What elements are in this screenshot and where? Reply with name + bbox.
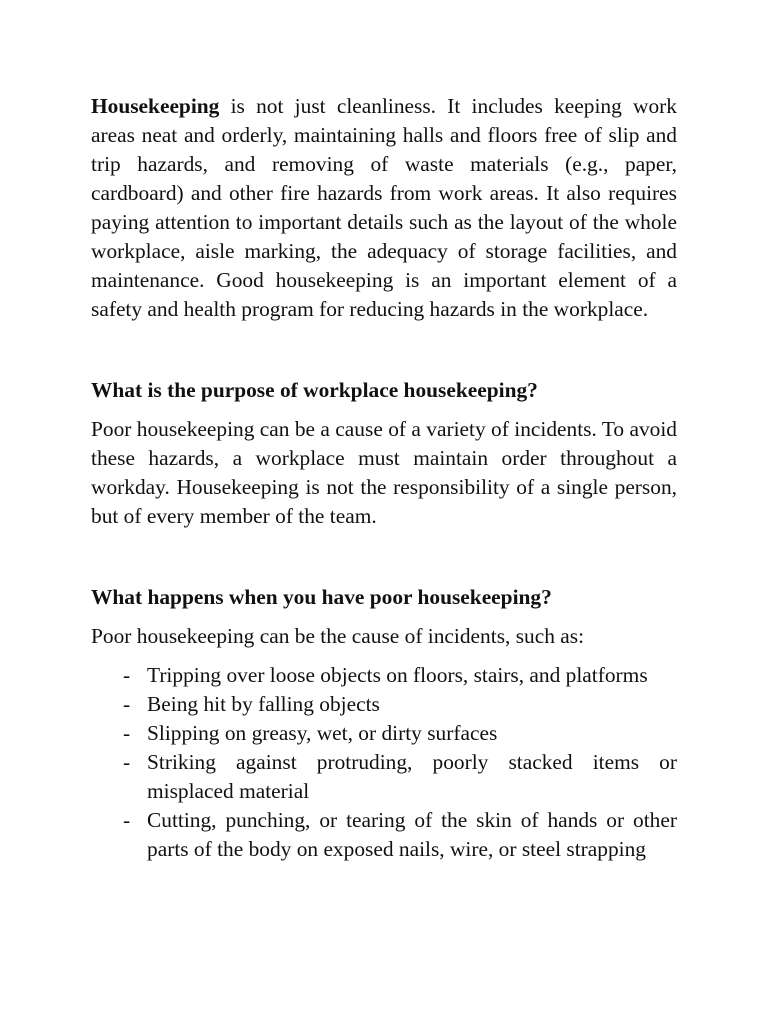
list-bullet: -: [123, 808, 131, 832]
section-heading-purpose: What is the purpose of workplace housekeeping?: [91, 378, 538, 402]
list-item-text: Tripping over loose objects on floors, stairs, and platforms: [147, 663, 648, 687]
intro-paragraph: [91, 92, 677, 324]
intro-text: is not just cleanliness. It includes keeping work areas neat and orderly, maintaining halls and floors free of slip and trip hazards, and removing of waste materials (e.g., paper, cardboard) and other fire hazards from work areas. It also requires paying attention to important details such as the layout of the whole workplace, aisle marking, the adequacy of storage facilities, and maintenance. Good housekeeping is an important element of a safety and health program for reducing hazards in the workplace.: [91, 94, 677, 321]
list-bullet: -: [123, 692, 131, 716]
list-bullet: -: [123, 721, 131, 745]
incident-list: [91, 661, 677, 864]
list-item: [91, 719, 677, 748]
section-heading-poor-housekeeping: What happens when you have poor housekeeping?: [91, 585, 552, 609]
list-item-text: Cutting, punching, or tearing of the skin of hands or other parts of the body on exposed nails, wire, or steel strapping: [147, 808, 677, 861]
list-item-text: Slipping on greasy, wet, or dirty surfaces: [147, 721, 498, 745]
list-item-text: Being hit by falling objects: [147, 692, 380, 716]
list-item: [91, 690, 677, 719]
list-item: [91, 748, 677, 806]
list-bullet: -: [123, 750, 131, 774]
list-item-text: Striking against protruding, poorly stacked items or misplaced material: [147, 750, 677, 803]
list-bullet: -: [123, 663, 131, 687]
intro-term: Housekeeping: [91, 94, 220, 118]
section-lead-poor-housekeeping: Poor housekeeping can be the cause of incidents, such as:: [91, 624, 585, 648]
list-item: [91, 661, 677, 690]
section-body-purpose: Poor housekeeping can be a cause of a variety of incidents. To avoid these hazards, a workplace must maintain order throughout a workday. Housekeeping is not the responsibility of a single person, but of every member of the team.: [91, 417, 677, 528]
list-item: [91, 806, 677, 864]
